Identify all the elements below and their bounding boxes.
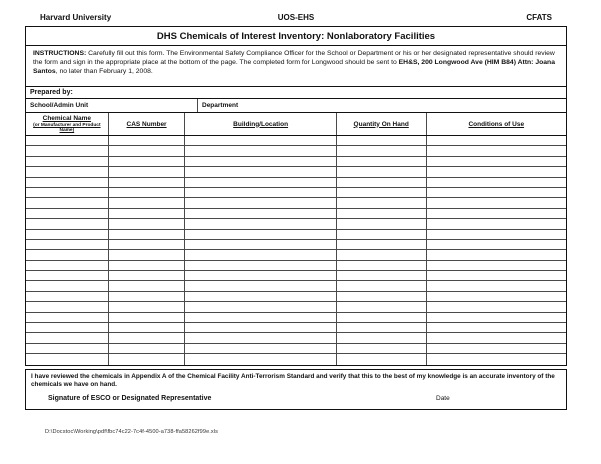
table-row	[26, 271, 566, 281]
table-cell[interactable]	[337, 146, 427, 155]
table-cell[interactable]	[427, 292, 566, 301]
department-field[interactable]	[198, 99, 566, 112]
table-cell[interactable]	[337, 354, 427, 364]
table-cell[interactable]	[109, 261, 186, 270]
instructions-text-2: , no later than February 1, 2008.	[55, 68, 153, 75]
table-row	[26, 188, 566, 198]
table-cell[interactable]	[26, 250, 109, 259]
table-cell[interactable]	[26, 271, 109, 280]
header-right: CFATS	[526, 12, 552, 22]
table-row	[26, 198, 566, 208]
table-cell[interactable]	[185, 250, 336, 259]
table-cell[interactable]	[427, 271, 566, 280]
table-cell[interactable]	[427, 313, 566, 322]
table-cell[interactable]	[427, 323, 566, 332]
table-cell[interactable]	[337, 344, 427, 353]
school-admin-unit-field[interactable]	[26, 99, 198, 112]
col-header-conditions-of-use: Conditions of Use	[468, 120, 525, 128]
table-cell[interactable]	[26, 302, 109, 311]
table-cell[interactable]	[185, 323, 336, 332]
table-cell[interactable]	[185, 230, 336, 239]
table-cell[interactable]	[109, 250, 186, 259]
table-cell[interactable]	[109, 167, 186, 176]
table-cell[interactable]	[427, 167, 566, 176]
table-cell[interactable]	[109, 344, 186, 353]
table-cell[interactable]	[185, 271, 336, 280]
col-header-quantity-on-hand: Quantity On Hand	[337, 113, 427, 135]
table-cell[interactable]	[109, 240, 186, 249]
table-cell[interactable]	[109, 292, 186, 301]
table-cell[interactable]	[26, 188, 109, 197]
certification-statement: I have reviewed the chemicals in Appendix A of the Chemical Facility Anti-Terrorism Standard and verify that this to the best of my knowledge is an accurate inventory of the chemicals we have on hand.	[31, 372, 555, 388]
col-header-building-location: Building/Location	[185, 113, 336, 135]
header-center: UOS-EHS	[277, 12, 315, 22]
table-cell[interactable]	[337, 250, 427, 259]
table-cell[interactable]	[185, 333, 336, 342]
table-cell[interactable]	[427, 302, 566, 311]
form-title: DHS Chemicals of Interest Inventory: Nonlaboratory Facilities	[25, 26, 567, 46]
table-cell[interactable]	[337, 240, 427, 249]
table-cell[interactable]	[109, 354, 186, 364]
table-cell[interactable]	[26, 292, 109, 301]
certification-box	[25, 369, 567, 410]
table-header-row	[26, 113, 566, 136]
table-cell[interactable]	[109, 178, 186, 187]
table-row	[26, 292, 566, 302]
table-cell[interactable]	[427, 354, 566, 364]
table-cell[interactable]	[427, 188, 566, 197]
department-label: Department	[202, 102, 239, 109]
table-cell[interactable]	[26, 261, 109, 270]
prepared-by-label: Prepared by:	[30, 89, 73, 96]
signature-row	[31, 395, 561, 405]
school-admin-unit-label: School/Admin Unit	[30, 102, 89, 109]
table-cell[interactable]	[109, 198, 186, 207]
table-cell[interactable]	[109, 271, 186, 280]
table-cell[interactable]	[427, 344, 566, 353]
table-cell[interactable]	[427, 178, 566, 187]
table-cell[interactable]	[185, 354, 336, 364]
table-cell[interactable]	[185, 167, 336, 176]
table-cell[interactable]	[109, 302, 186, 311]
table-cell[interactable]	[26, 146, 109, 155]
table-row	[26, 313, 566, 323]
table-cell[interactable]	[337, 281, 427, 290]
table-cell[interactable]	[427, 198, 566, 207]
table-cell[interactable]	[185, 178, 336, 187]
table-cell[interactable]	[185, 136, 336, 145]
table-cell[interactable]	[427, 136, 566, 145]
table-cell[interactable]	[337, 209, 427, 218]
table-row	[26, 333, 566, 343]
table-cell[interactable]	[26, 313, 109, 322]
table-row	[26, 323, 566, 333]
table-cell[interactable]	[337, 198, 427, 207]
table-cell[interactable]	[26, 281, 109, 290]
table-cell[interactable]	[109, 188, 186, 197]
table-cell[interactable]	[337, 219, 427, 228]
table-cell[interactable]	[337, 261, 427, 270]
table-cell[interactable]	[26, 198, 109, 207]
table-cell[interactable]	[185, 240, 336, 249]
table-cell[interactable]	[26, 157, 109, 166]
table-cell[interactable]	[185, 157, 336, 166]
table-cell[interactable]	[109, 157, 186, 166]
footer-file-path: D:\Docstoc\Working\pdf\fbc74c22-7c4f-4500-a738-ffa58262f99e.xls	[45, 429, 219, 435]
table-cell[interactable]	[26, 136, 109, 145]
table-cell[interactable]	[185, 219, 336, 228]
table-cell[interactable]	[337, 178, 427, 187]
table-cell[interactable]	[26, 344, 109, 353]
table-cell[interactable]	[26, 178, 109, 187]
table-row	[26, 209, 566, 219]
table-cell[interactable]	[427, 250, 566, 259]
table-cell[interactable]	[337, 230, 427, 239]
table-cell[interactable]	[109, 323, 186, 332]
table-row	[26, 157, 566, 167]
table-cell[interactable]	[427, 146, 566, 155]
table-body	[26, 136, 566, 365]
table-cell[interactable]	[26, 230, 109, 239]
col-header-chemical-name: Chemical Name (or Manufacturer and Product Name)	[26, 113, 109, 135]
table-cell[interactable]	[109, 333, 186, 342]
table-cell[interactable]	[185, 281, 336, 290]
table-row	[26, 136, 566, 146]
col-header-cas-number: CAS Number	[109, 113, 186, 135]
table-cell[interactable]	[109, 219, 186, 228]
page-header	[25, 9, 567, 25]
table-row	[26, 230, 566, 240]
instructions-address: EH&S, 200 Longwood Ave (HIM B84) Attn: Joana Santos	[33, 59, 555, 75]
table-cell[interactable]	[185, 313, 336, 322]
table-cell[interactable]	[427, 333, 566, 342]
table-row	[26, 281, 566, 291]
table-row	[26, 344, 566, 354]
table-row	[26, 240, 566, 250]
table-cell[interactable]	[337, 302, 427, 311]
signature-label: Signature of ESCO or Designated Representative	[48, 395, 212, 403]
header-left: Harvard University	[40, 12, 112, 22]
table-cell[interactable]	[337, 136, 427, 145]
table-cell[interactable]	[337, 188, 427, 197]
instructions-label: INSTRUCTIONS:	[33, 50, 87, 57]
table-cell[interactable]	[185, 292, 336, 301]
table-cell[interactable]	[427, 261, 566, 270]
table-row	[26, 167, 566, 177]
table-row	[26, 219, 566, 229]
table-cell[interactable]	[427, 209, 566, 218]
table-cell[interactable]	[109, 313, 186, 322]
table-cell[interactable]	[427, 157, 566, 166]
table-cell[interactable]	[26, 219, 109, 228]
table-cell[interactable]	[427, 281, 566, 290]
org-row	[25, 98, 567, 113]
table-cell[interactable]	[427, 230, 566, 239]
date-label: Date	[436, 395, 450, 403]
table-cell[interactable]	[26, 354, 109, 364]
table-cell[interactable]	[109, 281, 186, 290]
table-cell[interactable]	[185, 302, 336, 311]
table-cell[interactable]	[26, 333, 109, 342]
table-cell[interactable]	[337, 271, 427, 280]
table-row	[26, 261, 566, 271]
table-cell[interactable]	[185, 146, 336, 155]
col-subheader-chemical-name: (or Manufacturer and Product Name)	[33, 123, 101, 133]
table-cell[interactable]	[337, 157, 427, 166]
table-row	[26, 354, 566, 364]
table-cell[interactable]	[427, 240, 566, 249]
table-cell[interactable]	[185, 209, 336, 218]
table-cell[interactable]	[26, 167, 109, 176]
table-cell[interactable]	[109, 136, 186, 145]
instructions-box	[25, 45, 567, 87]
table-cell[interactable]	[185, 198, 336, 207]
table-cell[interactable]	[185, 344, 336, 353]
table-cell[interactable]	[337, 292, 427, 301]
table-cell[interactable]	[109, 209, 186, 218]
table-cell[interactable]	[109, 146, 186, 155]
table-cell[interactable]	[185, 261, 336, 270]
table-cell[interactable]	[337, 313, 427, 322]
table-cell[interactable]	[109, 230, 186, 239]
table-cell[interactable]	[337, 167, 427, 176]
table-cell[interactable]	[337, 323, 427, 332]
inventory-table	[25, 112, 567, 366]
table-row	[26, 302, 566, 312]
table-cell[interactable]	[427, 219, 566, 228]
table-cell[interactable]	[26, 209, 109, 218]
instructions-text-1: Carefully fill out this form. The Environmental Safety Compliance Officer for the School or Department or his or her designated representative should review the form and sign in the appropriate place at the bottom of the page. The completed form for Longwood should be sent to	[33, 50, 555, 66]
inventory-form	[25, 26, 567, 410]
table-cell[interactable]	[337, 333, 427, 342]
table-cell[interactable]	[185, 188, 336, 197]
table-row	[26, 146, 566, 156]
table-row	[26, 178, 566, 188]
table-cell[interactable]	[26, 240, 109, 249]
table-cell[interactable]	[26, 323, 109, 332]
table-row	[26, 250, 566, 260]
